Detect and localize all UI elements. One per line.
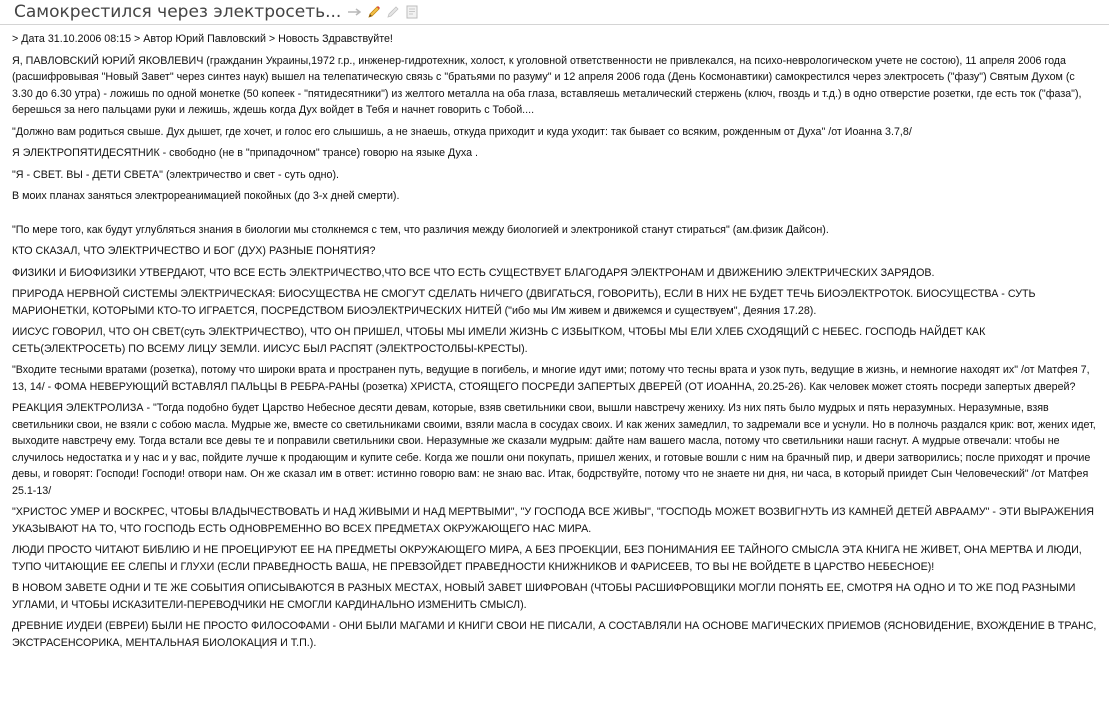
pencil-icon[interactable] [366, 4, 382, 20]
paragraph: ПРИРОДА НЕРВНОЙ СИСТЕМЫ ЭЛЕКТРИЧЕСКАЯ: БИОСУЩЕСТВА НЕ СМОГУТ СДЕЛАТЬ НИЧЕГО (ДВИГАТЬСЯ, ГОВОРИТЬ), ЕСЛИ В НИХ НЕ БУДЕТ ТЕЧЬ БИОЭЛЕКТРОТОК. БИОСУЩЕСТВА - СУТЬ МАРИОНЕТКИ, КОТОРЫМИ КТО-ТО ИГРАЕТСЯ, ПОСРЕДСТВОМ БИОЭЛЕКТРИЧЕСКИХ НИТЕЙ ("ибо мы Им живем и движемся и существуем", Деяния 17.28). [12, 288, 1036, 317]
pencil-disabled-icon [385, 4, 401, 20]
arrow-right-icon[interactable] [347, 4, 363, 20]
paragraph: "По мере того, как будут углубляться знания в биологии мы столкнемся с тем, что различия между биологией и электроникой станут стираться" (ам.физик Дайсон). [12, 223, 829, 236]
paragraph: "Должно вам родиться свыше. Дух дышет, где хочет, и голос его слышишь, а не знаешь, откуда приходит и куда уходит: так бывает со всяким, рожденным от Духа" /от Иоанна 3.7,8/ [12, 125, 912, 138]
paragraph: ЛЮДИ ПРОСТО ЧИТАЮТ БИБЛИЮ И НЕ ПРОЕЦИРУЮТ ЕЕ НА ПРЕДМЕТЫ ОКРУЖАЮЩЕГО МИРА, А БЕЗ ПРОЕКЦИИ, БЕЗ ПОНИМАНИЯ ЕЕ ТАЙНОГО СМЫСЛА ЭТА КНИГА НЕ ЖИВЕТ, ОНА МЕРТВА И ЛЮДИ, ТУПО ЧИТАЮЩИЕ ЕЕ СЛЕПЫ И ГЛУХИ (ЕСЛИ ПРАВЕДНОСТЬ ВАША, НЕ ПРЕВЗОЙДЕТ ПРАВЕДНОСТИ КНИЖНИКОВ И ФАРИСЕЕВ, ТО ВЫ НЕ ВОЙДЕТЕ В ЦАРСТВО НЕБЕСНОЕ)! [12, 544, 1082, 573]
document-icon[interactable] [404, 4, 420, 20]
article-body [0, 25, 1109, 651]
blank-line [12, 210, 1097, 222]
paragraph: КТО СКАЗАЛ, ЧТО ЭЛЕКТРИЧЕСТВО И БОГ (ДУХ) РАЗНЫЕ ПОНЯТИЯ? [12, 245, 376, 257]
paragraph: Я, ПАВЛОВСКИЙ ЮРИЙ ЯКОВЛЕВИЧ (гражданин Украины,1972 г.р., инженер-гидротехник, холост, к уголовной ответственности не привлекался, на психо-неврологическом учете не состою), 11 апреля 2006 года (расшифровывая "Новый Завет" через синтез наук) вышел на телепатическую связь с "братьями по разуму" и 12 апреля 2006 года (День Космонавтики) самокрестился через электросеть ("фазу") Святым Духом (с 3.30 до 6.30 утра) - ложишь по одной монетке (50 копеек - "пятидесятники") из желтого металла на оба глаза, вставляешь металический стержень (ключ, гвоздь и т.д.) в одно отверстие розетки, где есть ток ("фаза"), берешься за него пальцами руки и лежишь, ждешь когда Дух войдет в Тебя и начнет говорить с Тобой.... [12, 54, 1082, 116]
paragraph: В моих планах заняться электрореанимацией покойных (до 3-х дней смерти). [12, 190, 400, 202]
paragraph: ФИЗИКИ И БИОФИЗИКИ УТВЕРДАЮТ, ЧТО ВСЕ ЕСТЬ ЭЛЕКТРИЧЕСТВО,ЧТО ВСЕ ЧТО ЕСТЬ СУЩЕСТВУЕТ БЛАГОДАРЯ ЭЛЕКТРОНАМ И ДВИЖЕНИЮ ЭЛЕКТРИЧЕСКИХ ЗАРЯДОВ. [12, 266, 935, 279]
paragraph: "Входите тесными вратами (розетка), потому что широки врата и пространен путь, ведущие в погибель, и многие идут ими; потому что тесны врата и узок путь, ведущие в жизнь, и немногие находят их" /от Матфея 7, 13, 14/ - ФОМА НЕВЕРУЮЩИЙ ВСТАВЛЯЛ ПАЛЬЦЫ В РЕБРА-РАНЫ (розетка) ХРИСТА, СТОЯЩЕГО ПОСРЕДИ ЗАПЕРТЫХ ДВЕРЕЙ (ОТ ИОАННА, 20.25-26). Как человек может стоять посреди запертых дверей? [12, 364, 1090, 393]
header-icons [347, 4, 420, 20]
paragraph: ИИСУС ГОВОРИЛ, ЧТО ОН СВЕТ(суть ЭЛЕКТРИЧЕСТВО), ЧТО ОН ПРИШЕЛ, ЧТОБЫ МЫ ИМЕЛИ ЖИЗНЬ С ИЗБЫТКОМ, ЧТОБЫ МЫ ЕЛИ ХЛЕБ СХОДЯЩИЙ С НЕБЕС. ГОСПОДЬ НАЙДЕТ КАК СЕТЬ(ЭЛЕКТРОСЕТЬ) ПО ВСЕМУ ЛИЦУ ЗЕМЛИ. ИИСУС БЫЛ РАСПЯТ (ЭЛЕКТРОСТОЛБЫ-КРЕСТЫ). [12, 326, 986, 355]
article-title: Самокрестился через электросеть... [14, 2, 342, 22]
paragraph: "Я - СВЕТ. ВЫ - ДЕТИ СВЕТА" (электричество и свет - суть одно). [12, 168, 339, 181]
paragraph: "ХРИСТОС УМЕР И ВОСКРЕС, ЧТОБЫ ВЛАДЫЧЕСТВОВАТЬ И НАД ЖИВЫМИ И НАД МЕРТВЫМИ", "У ГОСПОДА ВСЕ ЖИВЫ", "ГОСПОДЬ МОЖЕТ ВОЗВИГНУТЬ ИЗ КАМНЕЙ ДЕТЕЙ АВРААМУ" - ЭТИ ВЫРАЖЕНИЯ УКАЗЫВАЮТ НА ТО, ЧТО ГОСПОДЬ ЕСТЬ ОДНОВРЕМЕННО ВО ВСЕХ ПРЕДМЕТАХ ОКРУЖАЮЩЕГО НАС МИРА. [12, 506, 1095, 535]
paragraph: РЕАКЦИЯ ЭЛЕКТРОЛИЗА - "Тогда подобно будет Царство Небесное десяти девам, которые, взяв светильники свои, вышли навстречу жениху. Из них пять было мудрых и пять неразумных. Неразумные, взяв светильники свои, не взяли с собою масла. Мудрые же, вместе со светильниками своими, взяли масла в сосудах своих. И как жених замедлил, то задремали все и уснули. Но в полночь раздался крик: вот, жених идет, выходите навстречу ему. Тогда встали все девы те и поправили светильники свои. Неразумные же сказали мудрым: дайте нам вашего масла, потому что светильники наши гаснут. А мудрые отвечали: чтобы не случилось недостатка и у нас и у вас, пойдите лучше к продающим и купите себе. Когда же пошли они покупать, пришел жених, и готовые вошли с ним на брачный пир, и двери затворились; после приходят и прочие девы, и говорят: Господи! Господи! отвори нам. Он же сказал им в ответ: истинно говорю вам: не знаю вас. Итак, бодрствуйте, потому что не знаете ни дня, ни часа, в который приидет Сын Человеческий" /от Матфея 25.1-13/ [12, 402, 1096, 497]
article-header [0, 0, 1109, 25]
paragraph: Я ЭЛЕКТРОПЯТИДЕСЯТНИК - свободно (не в "припадочном" трансе) говорю на языке Духа . [12, 147, 478, 159]
paragraph: ДРЕВНИЕ ИУДЕИ (ЕВРЕИ) БЫЛИ НЕ ПРОСТО ФИЛОСОФАМИ - ОНИ БЫЛИ МАГАМИ И КНИГИ СВОИ НЕ ПИСАЛИ, А СОСТАВЛЯЛИ НА ОСНОВЕ МАГИЧЕСКИХ ПРИЕМОВ (ЯСНОВИДЕНИЕ, ВХОЖДЕНИЕ В ТРАНС, ЭКСТРАСЕНСОРИКА, МЕНТАЛЬНАЯ БИОЛОКАЦИЯ И Т.П.). [12, 620, 1097, 649]
paragraph: В НОВОМ ЗАВЕТЕ ОДНИ И ТЕ ЖЕ СОБЫТИЯ ОПИСЫВАЮТСЯ В РАЗНЫХ МЕСТАХ, НОВЫЙ ЗАВЕТ ШИФРОВАН (ЧТОБЫ РАСШИФРОВЩИКИ МОГЛИ ПОНЯТЬ ЕЕ, СМОТРЯ НА ОДНО И ТО ЖЕ ПОД РАЗНЫМИ УГЛАМИ, И ЧТОБЫ ИСКАЗИТЕЛИ-ПЕРЕВОДЧИКИ НЕ СМОГЛИ КАРДИНАЛЬНО ИЗМЕНИТЬ СМЫСЛ). [12, 582, 1076, 611]
meta-line: > Дата 31.10.2006 08:15 > Автор Юрий Павловский > Новость Здравствуйте! [12, 33, 393, 45]
